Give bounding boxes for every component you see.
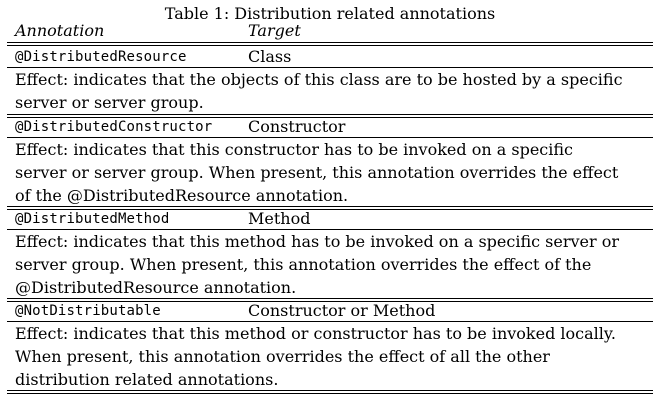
- annotation-effect: Effect: indicates that the objects of this class are to be hosted by a specific server or server group.: [15, 70, 623, 112]
- annotation-target: Class: [248, 47, 292, 66]
- annotation-effect: Effect: indicates that this method has to be invoked on a specific server or server group. When present, this annotation overrides the effect of the @DistributedResource annotation.: [15, 232, 620, 297]
- annotation-name: @DistributedResource: [15, 49, 187, 65]
- annotation-target: Method: [248, 209, 311, 228]
- row-double-rule-top: [7, 114, 653, 115]
- annotation-target: Constructor: [248, 117, 346, 136]
- table-header-row: [7, 20, 653, 42]
- header-target: Target: [248, 21, 301, 40]
- annotation-effect: Effect: indicates that this constructor has to be invoked on a specific server or server group. When present, this annotation overrides the effect of the @DistributedResource annotation.: [15, 140, 619, 205]
- table-row: [7, 208, 653, 230]
- row-double-rule-top: [7, 206, 653, 207]
- annotation-name: @NotDistributable: [15, 303, 161, 319]
- row-double-rule-top: [7, 298, 653, 299]
- table-bottom-double-rule-bottom: [7, 393, 653, 394]
- table-row: [7, 300, 653, 322]
- header-annotation: Annotation: [15, 21, 105, 40]
- annotations-table: [7, 0, 653, 400]
- table-row: [7, 116, 653, 138]
- annotation-target: Constructor or Method: [248, 301, 436, 320]
- annotation-name: @DistributedConstructor: [15, 119, 213, 135]
- header-double-rule-top: [7, 42, 653, 43]
- annotation-effect: Effect: indicates that this method or constructor has to be invoked locally. When present, this annotation overrides the effect of all the other distribution related annotations.: [15, 324, 616, 389]
- annotation-name: @DistributedMethod: [15, 211, 170, 227]
- table-caption: Table 1: Distribution related annotations: [164, 4, 496, 23]
- table-row: [7, 46, 653, 68]
- table-bottom-double-rule-top: [7, 390, 653, 391]
